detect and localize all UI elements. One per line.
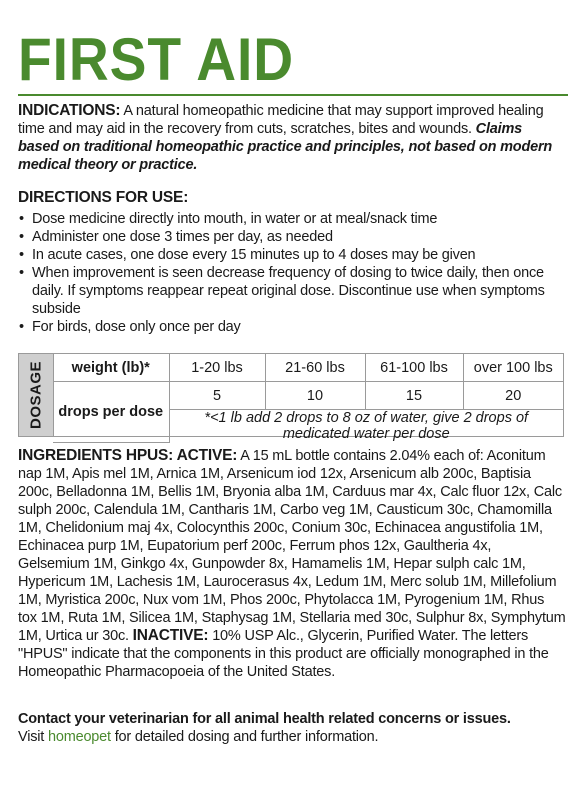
directions-item: • When improvement is seen decrease frequency of dosing to twice daily, then once daily. If symptoms reappear repeat original dose. Discontinue use when symptoms subside	[18, 264, 566, 318]
directions-item: • For birds, dose only once per day	[18, 318, 566, 336]
dosage-side-label	[19, 354, 54, 436]
directions-section	[18, 188, 566, 336]
weight-cell: 1-20 lbs	[169, 354, 265, 382]
inactive-label: INACTIVE:	[132, 627, 209, 644]
visit-text: Visit	[18, 729, 48, 745]
contact-section	[18, 710, 566, 746]
drops-cell: 20	[463, 382, 563, 410]
drops-cell: 15	[365, 382, 463, 410]
visit-line	[18, 728, 566, 746]
homeopet-link[interactable]: homeopet	[47, 729, 111, 745]
dosage-side-text: DOSAGE	[27, 360, 45, 430]
directions-item: • Dose medicine directly into mouth, in water or at meal/snack time	[18, 210, 566, 228]
title-divider	[18, 94, 568, 96]
dosage-note: *<1 lb add 2 drops to 8 oz of water, give 2 drops of medicated water per dose	[169, 410, 563, 443]
weight-cell: 21-60 lbs	[265, 354, 365, 382]
indications-label: INDICATIONS:	[18, 102, 121, 119]
table-row	[53, 354, 563, 382]
ingredients-label: INGREDIENTS HPUS: ACTIVE:	[18, 447, 238, 464]
indications-claims: Claims based on traditional homeopathic practice and principles, not based on modern medical theory or practice.	[18, 121, 553, 173]
drops-cell: 5	[169, 382, 265, 410]
drops-cell: 10	[265, 382, 365, 410]
indications-section	[18, 102, 566, 174]
drops-header: drops per dose	[53, 382, 169, 443]
weight-header: weight (lb)*	[53, 354, 169, 382]
ingredients-active: A 15 mL bottle contains 2.04% each of: Aconitum nap 1M, Apis mel 1M, Arnica 1M, Arsenicum iod 12x, Arsenicum alb 200c, Baptisia 200c, Belladonna 1M, Bellis 1M, Bryonia alba 1M, Carduus mar 4x, Calc fluor 12x, Calc sulph 200c, Calendula 1M, Cantharis 1M, Carbo veg 1M, Causticum 30c, Chamomilla 1M, Chelidonium maj 4x, Colocynthis 200c, Conium 30c, Echinacea angustifolia 1M, Echinacea purp 1M, Eupatorium perf 200c, Ferrum phos 12x, Gaultheria 4x, Gelsemium 1M, Ginkgo 4x, Gunpowder 8x, Hamamelis 1M, Hepar sulph calc 1M, Hypericum 1M, Lachesis 1M, Laurocerasus 4x, Ledum 1M, Merc solub 1M, Millefolium 1M, Myristica 200c, Nux vom 1M, Phos 200c, Phytolacca 1M, Pyrogenium 1M, Rhus tox 1M, Ruta 1M, Silicea 1M, Staphysag 1M, Stellaria med 30c, Sulphur 8x, Symphytum 1M, Urtica ur 30c.	[18, 448, 566, 644]
ingredients-section	[18, 447, 566, 681]
visit-rest: for detailed dosing and further information.	[110, 729, 379, 745]
dosage-table	[18, 353, 564, 442]
directions-list	[18, 210, 566, 336]
ingredients-inactive: 10% USP Alc., Glycerin, Purified Water. The letters "HPUS" indicate that the components in this product are officially monographed in the Homeopathic Pharmacopoeia of the United States.	[18, 628, 549, 680]
indications-text: A natural homeopathic medicine that may support improved healing time and may aid in the recovery from cuts, scratches, bites and wounds.	[18, 103, 544, 137]
dosage-grid	[53, 354, 563, 443]
weight-cell: over 100 lbs	[463, 354, 563, 382]
directions-item: • Administer one dose 3 times per day, as needed	[18, 228, 566, 246]
weight-cell: 61-100 lbs	[365, 354, 463, 382]
directions-heading: DIRECTIONS FOR USE:	[18, 189, 189, 206]
page-title: FIRST AID	[18, 26, 295, 93]
table-row	[53, 382, 563, 410]
directions-item: • In acute cases, one dose every 15 minutes up to 4 doses may be given	[18, 246, 566, 264]
ingredients-paragraph	[18, 447, 566, 681]
contact-line: Contact your veterinarian for all animal health related concerns or issues.	[18, 711, 511, 727]
